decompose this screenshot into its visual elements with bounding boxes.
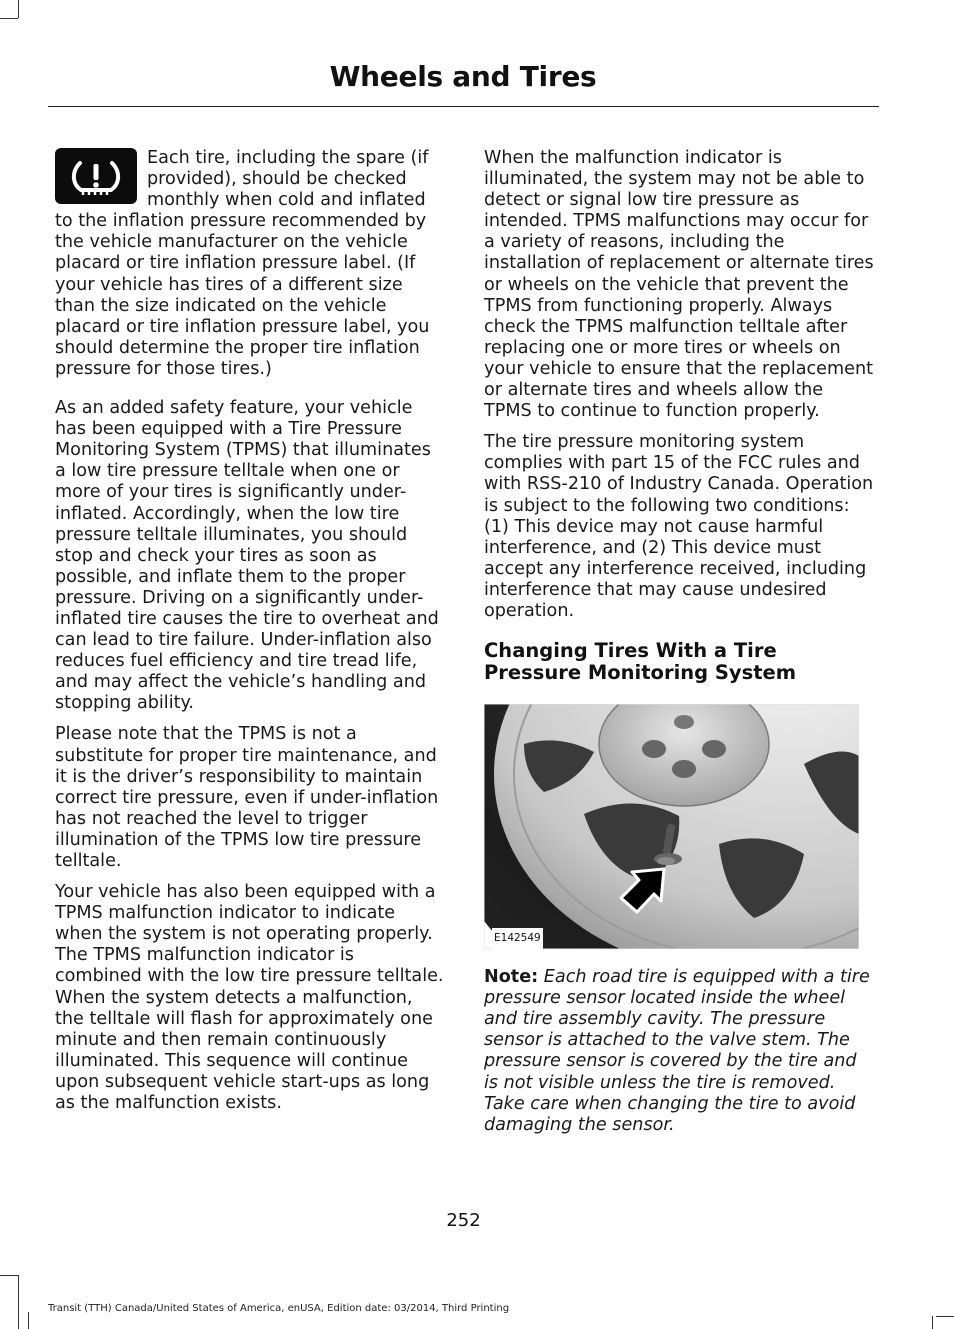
page-number: 252: [446, 1210, 481, 1231]
note-text: Each road tire is equipped with a tire pressure sensor located inside the wheel and tire assembly cavity. The pressure sensor is attached to the valve stem. The pressure sensor is covered by the tire and is not visible unless the tire is removed. Take care when changing the tire to avoid damaging the sensor.: [484, 967, 870, 1135]
paragraph: The tire pressure monitoring system complies with part 15 of the FCC rules and with RSS-210 of Industry Canada. Operation is subject to the following two conditions: (1) This device may not cause harmful interference, and (2) This device must accept any interference received, including interference that may cause undesired operation.: [484, 432, 874, 621]
paragraph: As an added safety feature, your vehicle has been equipped with a Tire Pressure Monitoring System (TPMS) that illuminates a low tire pressure telltale when one or more of your tires is significantly under-inflated. Accordingly, when the low tire pressure telltale illuminates, you should stop and check your tires as soon as possible, and inflate them to the proper pressure. Driving on a significantly under-inflated tire causes the tire to overheat and can lead to tire failure. Under-inflation also reduces fuel efficiency and tire tread life, and may affect the vehicle’s handling and stopping ability.: [55, 398, 439, 714]
note-paragraph: [484, 967, 876, 1136]
paragraph: Each tire, including the spare (if provided), should be checked monthly when cold and inflated to the inflation pressure recommended by the vehicle manufacturer on the vehicle placard or tire inflation pressure label. (If your vehicle has tires of a different size than the size indicated on the vehicle placard or tire inflation pressure label, you should determine the proper tire inflation pressure for those tires.): [55, 148, 430, 379]
page-title: Wheels and Tires: [329, 60, 597, 93]
tire-valve-illustration: [484, 704, 859, 949]
paragraph: When the malfunction indicator is illuminated, the system may not be able to detect or signal low tire pressure as intended. TPMS malfunctions may occur for a variety of reasons, including the installation of replacement or alternate tires or wheels on the vehicle that prevent the TPMS from functioning properly. Always check the TPMS malfunction telltale after replacing one or more tires or wheels on your vehicle to ensure that the replacement or alternate tires and wheels allow the TPMS to continue to function properly.: [484, 148, 874, 422]
tire-pressure-warning-icon: [55, 148, 137, 204]
crop-mark: [0, 1275, 18, 1276]
crop-mark: [18, 1275, 19, 1329]
paragraph: Please note that the TPMS is not a substitute for proper tire maintenance, and it is the driver’s responsibility to maintain correct tire pressure, even if under-inflation has not reached the level to trigger illumination of the TPMS low tire pressure telltale.: [55, 724, 439, 871]
left-column: [55, 148, 445, 1124]
note-label: Note:: [484, 967, 539, 988]
title-divider: [48, 106, 879, 107]
right-column: [484, 148, 876, 1146]
crop-mark: [28, 1312, 29, 1329]
crop-mark: [0, 18, 18, 19]
paragraph: Your vehicle has also been equipped with a TPMS malfunction indicator to indicate when the system is not operating properly. The TPMS malfunction indicator is combined with the low tire pressure telltale. When the system detects a malfunction, the telltale will flash for approximately one minute and then remain continuously illuminated. This sequence will continue upon subsequent vehicle start-ups as long as the malfunction exists.: [55, 882, 444, 1114]
crop-mark: [18, 0, 19, 18]
figure-code: E142549: [492, 928, 543, 949]
crop-mark: [936, 1316, 954, 1317]
crop-mark: [932, 1316, 933, 1329]
section-heading: Changing Tires With a Tire Pressure Monitoring System: [484, 639, 797, 685]
footer-edition: Transit (TTH) Canada/United States of America, enUSA, Edition date: 03/2014, Third Printing: [48, 1303, 510, 1314]
